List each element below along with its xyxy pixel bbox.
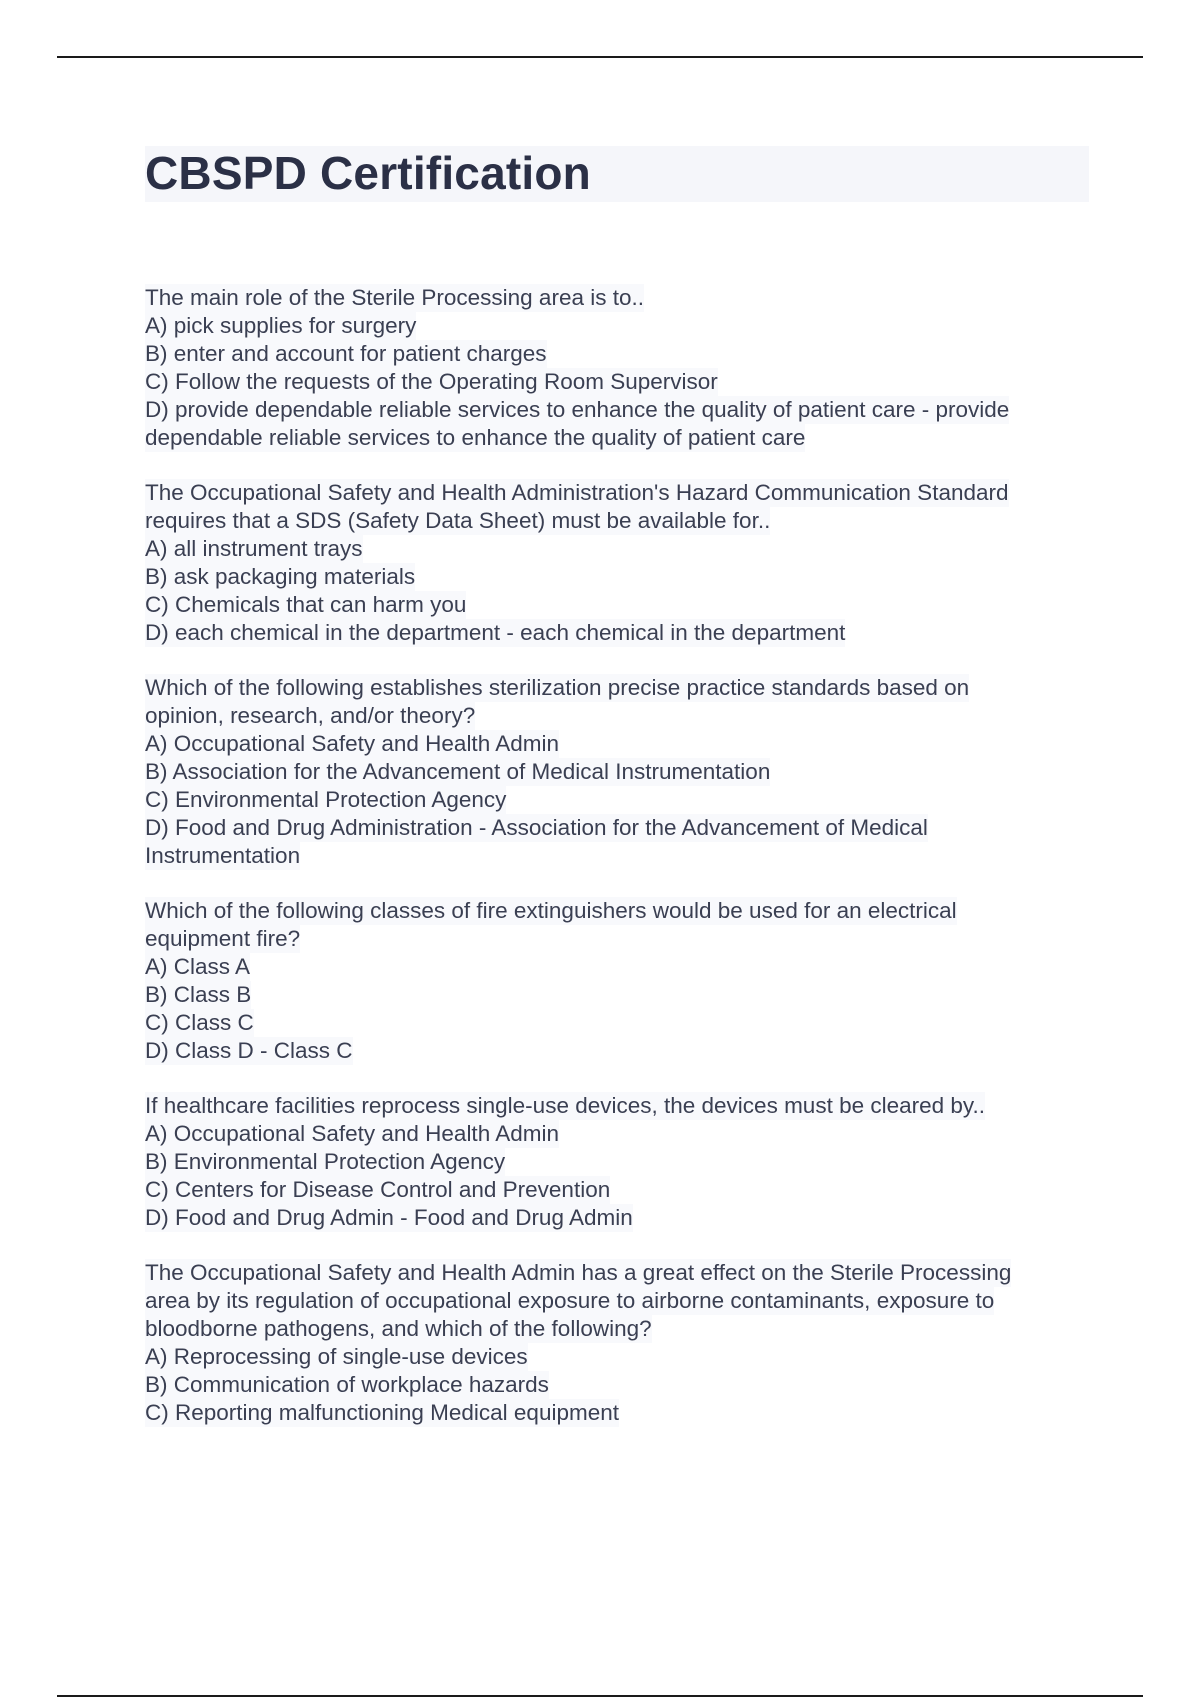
answer-option: A) pick supplies for surgery [145,313,417,338]
question-line: The main role of the Sterile Processing area is to.. [145,285,644,310]
answer-option: C) Centers for Disease Control and Prevention [145,1177,611,1202]
answer-option: D) Class D - Class C [145,1038,353,1063]
answer-option: A) Class A [145,954,251,979]
question-block [145,674,1085,870]
answer-option: C) Environmental Protection Agency [145,787,507,812]
answer-option: A) all instrument trays [145,536,363,561]
answer-option: B) Class B [145,982,252,1007]
question-block [145,1092,1085,1232]
answer-option: Instrumentation [145,843,301,868]
question-block [145,1259,1085,1427]
question-line: If healthcare facilities reprocess single-use devices, the devices must be cleared by.. [145,1093,985,1118]
answer-option: D) each chemical in the department - each chemical in the department [145,620,846,645]
answer-option: A) Occupational Safety and Health Admin [145,1121,559,1146]
answer-option: B) enter and account for patient charges [145,341,547,366]
answer-option: C) Reporting malfunctioning Medical equipment [145,1400,619,1425]
answer-option: A) Occupational Safety and Health Admin [145,731,559,756]
question-line: equipment fire? [145,926,301,951]
answer-option: D) provide dependable reliable services to enhance the quality of patient care - provide [145,397,1010,422]
question-block [145,479,1085,647]
answer-option: C) Chemicals that can harm you [145,592,467,617]
footer-rule [57,1695,1143,1697]
answer-option: A) Reprocessing of single-use devices [145,1344,528,1369]
answer-option: C) Class C [145,1010,254,1035]
answer-option: B) Association for the Advancement of Medical Instrumentation [145,759,771,784]
question-line: Which of the following classes of fire extinguishers would be used for an electrical [145,898,957,923]
question-block [145,284,1085,452]
question-line: bloodborne pathogens, and which of the following? [145,1316,652,1341]
answer-option: D) Food and Drug Admin - Food and Drug Admin [145,1205,633,1230]
answer-option: D) Food and Drug Administration - Association for the Advancement of Medical [145,815,928,840]
question-line: area by its regulation of occupational exposure to airborne contaminants, exposure to [145,1288,995,1313]
question-line: The Occupational Safety and Health Administration's Hazard Communication Standard [145,480,1009,505]
header-rule [57,56,1143,58]
question-line: opinion, research, and/or theory? [145,703,476,728]
answer-option: dependable reliable services to enhance the quality of patient care [145,425,806,450]
question-line: Which of the following establishes sterilization precise practice standards based on [145,675,970,700]
question-line: The Occupational Safety and Health Admin has a great effect on the Sterile Processing [145,1260,1012,1285]
question-list [145,284,1085,1454]
question-line: requires that a SDS (Safety Data Sheet) must be available for.. [145,508,771,533]
answer-option: C) Follow the requests of the Operating Room Supervisor [145,369,718,394]
page-title: CBSPD Certification [145,147,591,199]
answer-option: B) Environmental Protection Agency [145,1149,506,1174]
question-block [145,897,1085,1065]
answer-option: B) Communication of workplace hazards [145,1372,549,1397]
answer-option: B) ask packaging materials [145,564,416,589]
